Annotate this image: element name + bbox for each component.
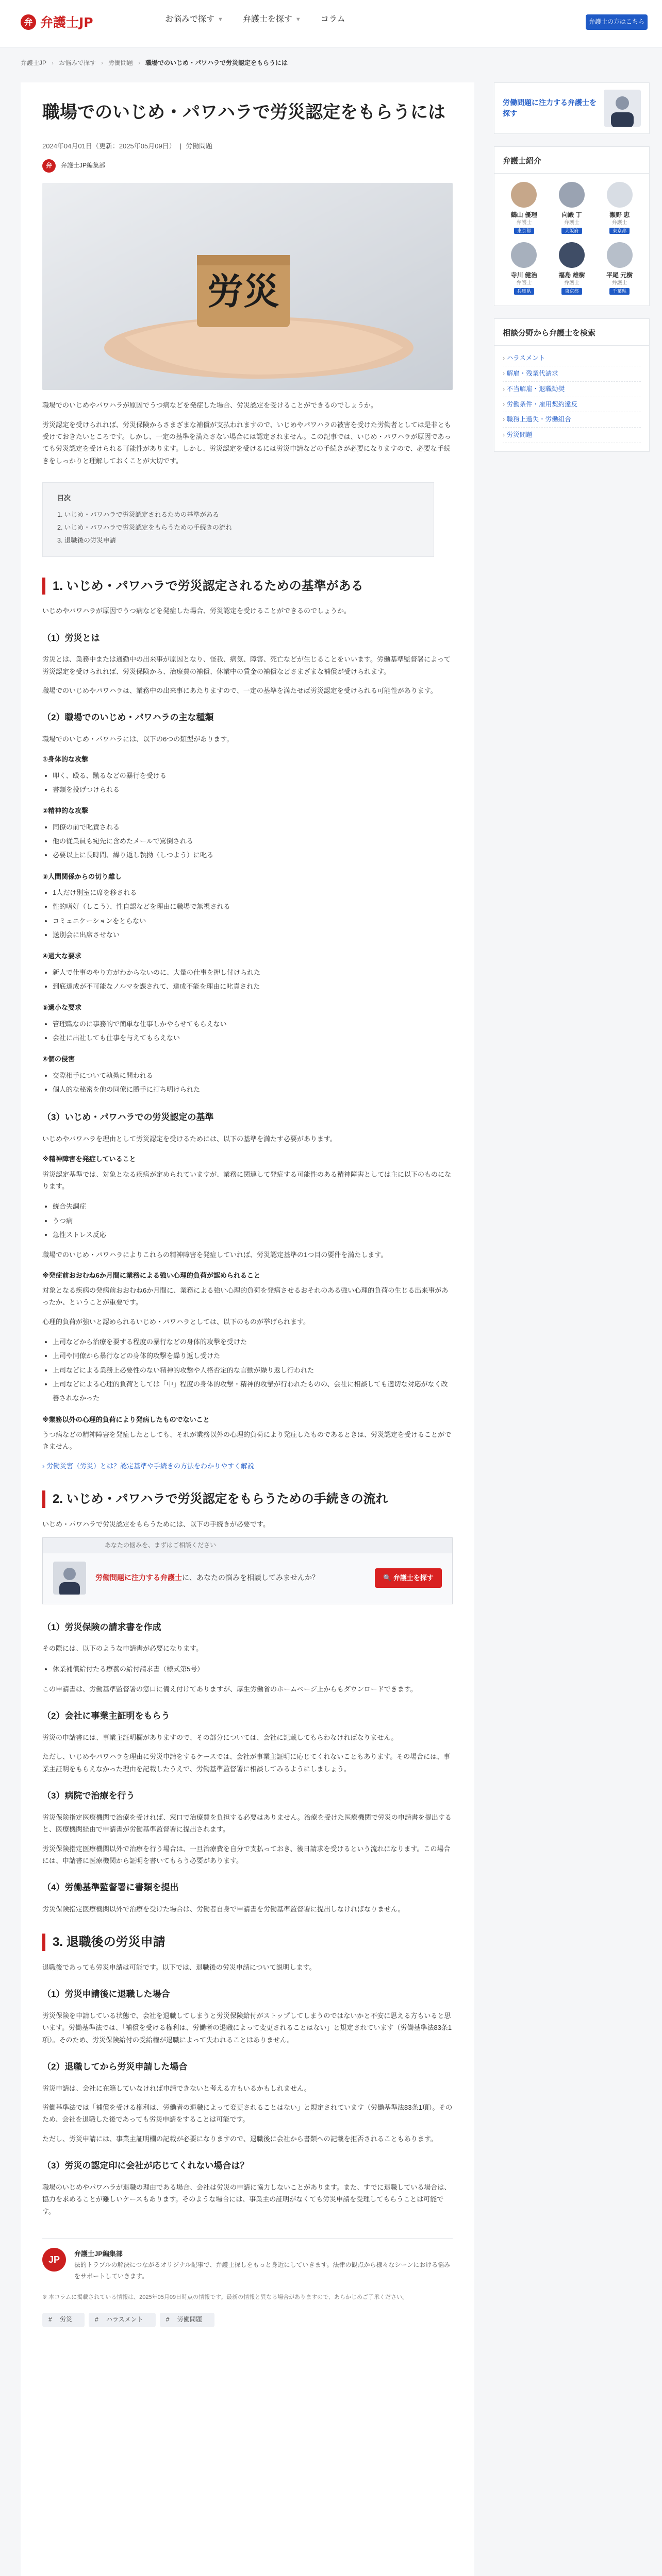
paragraph: 労災申請は、会社に在籍していなければ申請できないと考える方もいるかもしれません。 <box>42 2084 311 2092</box>
nav-item-concerns[interactable] <box>165 12 223 27</box>
lawyer-name: 瀬野 恵 <box>609 211 630 218</box>
lawyer-card[interactable] <box>597 242 642 295</box>
toc-item[interactable]: 2. いじめ・パワハラで労災認定をもらうための手続きの流れ <box>57 523 232 531</box>
tag-label: ハラスメント <box>100 2314 150 2325</box>
lawyer-name: 福島 雄樹 <box>558 272 585 279</box>
lawyer-card[interactable] <box>597 182 642 235</box>
tag-chip[interactable]: # 労働問題 <box>160 2313 214 2327</box>
breadcrumb-labor[interactable]: 労働問題 <box>108 59 134 66</box>
list-item: • 叩く、殴る、蹴るなどの暴行を受ける <box>53 769 453 783</box>
article-main <box>21 82 474 2576</box>
lawyer-login-button[interactable]: 弁護士の方はこちら <box>586 14 648 30</box>
hero-image <box>42 183 453 390</box>
intro-paragraph: 労災認定を受けられれば、労災保険からさまざまな補償が支払われますので、いじめやパワハラの被害を受けた労働者としては是非とも受けておきたいところです。しかし、一定の基準を満たさない場合には認定されません。この記事では、いじめ・パワハラが原因であっても労災認定を受けられる可能性があります。しかし、労災認定を受けるには労災申請などの手続きが必要になりますので、必要な手続きをしっかりと理解しておくことが大切です。 <box>42 420 451 465</box>
author-box-name: 弁護士JP編集部 <box>74 2250 123 2258</box>
site-header <box>0 0 662 47</box>
paragraph: その際には、以下のような申請書が必要になります。 <box>42 1645 203 1653</box>
publish-date: 2024年04月01日（更新：2025年05月09日） <box>42 142 176 150</box>
paragraph: 労災認定基準では、対象となる疾病が定められていますが、業務に関連して発症する可能性のある精神障害としては主に以下のものになります。 <box>42 1170 452 1190</box>
lawyer-area: 大阪府 <box>561 228 582 234</box>
subsection-heading: （3）病院で治療を行う <box>42 1791 135 1801</box>
list-item: • 同僚の前で叱責される <box>53 820 453 834</box>
chevron-down-icon: ▼ <box>218 16 223 23</box>
banner-message-rest: に、あなたの悩みを相談してみませんか？ <box>182 1573 319 1582</box>
list-item: • 統合失調症 <box>53 1199 453 1213</box>
lawyer-list-card <box>494 146 650 306</box>
subsection-heading: （4）労働基準監督署に書類を提出 <box>42 1883 179 1893</box>
lawyer-avatar <box>511 182 537 208</box>
banner-emphasis: 労働問題に注力する弁護士 <box>95 1573 182 1582</box>
lawyer-card[interactable] <box>550 182 594 235</box>
lawyer-role: 弁護士 <box>564 280 580 286</box>
subsection-heading: （1）労災とは <box>42 633 100 643</box>
category-link[interactable]: › 解雇・残業代請求 <box>503 366 641 382</box>
section-heading: 3. 退職後の労災申請 <box>42 1934 453 1951</box>
paragraph: 労働基準法では「補償を受ける権利は、労働者の退職によって変更されることはない」と規定されています（労働基準法83条1項）。そのため、会社を退職した後であっても労災申請をすることは可能です。 <box>42 2104 453 2124</box>
page-title: 職場でのいじめ・パワハラで労災認定をもらうには <box>42 103 445 122</box>
main-nav <box>165 12 345 27</box>
paragraph: 職場のいじめやパワハラが退職の理由である場合、会社は労災の申請に協力しないことがあります。また、すでに退職している場合は、協力を求めることが難しいケースもあります。そのような場合には、事業主の証明がなくても労災申請を受理してもらうことは可能です。 <box>42 2183 451 2215</box>
author-box <box>42 2238 453 2282</box>
criterion-heading: ※精神障害を発症していること <box>42 1155 136 1163</box>
lawyer-role: 弁護士 <box>564 219 580 226</box>
list-item: • 上司などによる心理的負荷としては「中」程度の身体的攻撃・精神的攻撃が行われたものの、会社に相談しても適切な対応がなく改善されなかった <box>53 1377 453 1405</box>
section-lead: いじめ・パワハラで労災認定をもらうためには、以下の手続きが必要です。 <box>42 1520 270 1528</box>
breadcrumb <box>21 58 485 69</box>
list-item: • 必要以上に長時間、繰り返し執拗（しつよう）に叱る <box>53 848 453 862</box>
section-heading: 2. いじめ・パワハラで労災認定をもらうための手続きの流れ <box>42 1490 453 1508</box>
paragraph: 職場でのいじめやパワハラは、業務中の出来事にあたりますので、一定の基準を満たせば労災認定を受けられる可能性があります。 <box>42 686 437 694</box>
article-author <box>42 159 453 173</box>
paragraph: ただし、いじめやパワハラを理由に労災申請をするケースでは、会社が事業主証明に応じてくれないこともあります。その場合には、事業主証明をもらえなかった理由を記載したうえで、労働基準監督署に相談してみるようにしましょう。 <box>42 1753 451 1773</box>
criterion-heading: ※業務以外の心理的負荷により発病したものでないこと <box>42 1415 210 1423</box>
paragraph: 労災保険を申請している状態で、会社を退職してしまうと労災保険給付がストップしてしまうのではないかと不安に思える方もいると思います。労働基準法では、「補償を受ける権利は、労働者の退職によって変更されることはない」と規定されています（労働基準法83条1項）。そのため、労災保険給付の受給権が退職によって失われることはありません。 <box>42 2011 452 2044</box>
paragraph: 心理的負荷が強いと認められるいじめ・パワハラとしては、以下のものが挙げられます。 <box>42 1317 310 1326</box>
tag-chip[interactable]: # 労災 <box>42 2313 85 2327</box>
paragraph: うつ病などの精神障害を発症したとしても、それが業務以外の心理的負荷により発症したものであるときは、労災認定を受けることができません。 <box>42 1431 452 1451</box>
paragraph: 対象となる疾病の発病前おおむね6か月間に、業務による強い心理的負荷を発病させるおそれのある強い心理的負荷の生じる出来事があったか、ということが重要です。 <box>42 1286 449 1307</box>
toc-item[interactable]: 1. いじめ・パワハラで労災認定されるための基準がある <box>57 511 219 518</box>
nav-label: お悩みで探す <box>165 15 215 24</box>
breadcrumb-separator: › <box>138 59 141 66</box>
type-heading: ①身体的な攻撃 <box>42 755 89 764</box>
intro-paragraph: 職場でのいじめやパワハラが原因でうつ病などを発症した場合、労災認定を受けることができるのでしょうか。 <box>42 401 378 410</box>
paragraph: 労災保険指定医療機関以外で治療を行う場合は、一旦治療費を自分で支払っておき、後日請求を受けるという流れになります。この場合には、申請書に医療機関から証明を書いてもらう必要があります。 <box>42 1844 451 1865</box>
criterion-heading: ※発症前おおむね6か月間に業務による強い心理的負荷が認められること <box>42 1271 260 1279</box>
category-link[interactable]: › 不当解雇・退職勧奨 <box>503 382 641 397</box>
tag-chip[interactable]: # ハラスメント <box>89 2313 156 2327</box>
logo-mark: 弁 <box>21 14 36 30</box>
lawyer-card[interactable] <box>502 242 547 295</box>
nav-label: 弁護士を探す <box>242 15 292 24</box>
list-item: • 送別会に出席させない <box>53 928 453 942</box>
author-avatar: 弁 <box>42 159 56 173</box>
lawyer-avatar <box>511 242 537 268</box>
category-link[interactable]: › 労災問題 <box>503 428 641 443</box>
paragraph: 労災の申請書には、事業主証明欄がありますので、その部分については、会社に記載してもらわなければなりません。 <box>42 1734 398 1742</box>
subsection-heading: （2）退職してから労災申請した場合 <box>42 2062 188 2072</box>
list-item: • 他の従業員も宛先に含めたメールで罵倒される <box>53 834 453 848</box>
breadcrumb-separator: › <box>101 59 104 66</box>
lawyer-role: 弁護士 <box>611 219 627 226</box>
list-item: • 新人で仕事のやり方がわからないのに、大量の仕事を押し付けられた <box>53 965 453 979</box>
lawyer-avatar <box>607 182 633 208</box>
author-box-desc: 法的トラブルの解決につながるオリジナル記事で、弁護士探しをもっと身近にしていきます。法律の観点から様々なシーンにおける悩みをサポートしていきます。 <box>74 2261 451 2280</box>
list-item: • 上司や同僚から暴行などの身体的攻撃を繰り返し受けた <box>53 1349 453 1363</box>
lawyer-list-title: 弁護士紹介 <box>494 147 649 174</box>
related-article-link[interactable]: › 労働災害（労災）とは？認定基準や手続きの方法をわかりやすく解説 <box>42 1462 254 1470</box>
lawyer-area: 東京都 <box>609 228 630 234</box>
paragraph: 労災保険指定医療機関で治療を受ければ、窓口で治療費を負担する必要はありません。治療を受けた医療機関で労災の申請書を提出すると、医療機関経由で申請書が労働基準監督署に提出されます。 <box>42 1813 452 1834</box>
list-item: • 上司などから治療を要する程度の暴行などの身体的攻撃を受けた <box>53 1335 453 1349</box>
type-heading: ②精神的な攻撃 <box>42 807 89 815</box>
category-link[interactable]: › 労働条件・雇用契約違反 <box>503 397 641 413</box>
subsection-heading: （3）いじめ・パワハラでの労災認定の基準 <box>42 1112 214 1123</box>
lawyer-area: 東京都 <box>514 228 534 234</box>
paragraph: 労災とは、業務中または通勤中の出来事が原因となり、怪我、病気、障害、死亡などが生じることをいいます。労働基準監督署によって労災認定を受けられれば、労災保険から、治療費の補償、休業中の賃金の補償などさまざまな補償が受けられます。 <box>42 655 451 675</box>
lawyer-card[interactable] <box>502 182 547 235</box>
lawyer-name: 平尾 元樹 <box>606 272 633 279</box>
category-search-title: 相談分野から弁護士を検索 <box>494 319 649 346</box>
list-item: • 会社に出社しても仕事を与えてもらえない <box>53 1031 453 1045</box>
lawyer-avatar <box>607 242 633 268</box>
lawyer-avatar <box>559 242 585 268</box>
list-item: • 個人的な秘密を他の同僚に勝手に打ち明けられた <box>53 1082 453 1096</box>
lawyer-role: 弁護士 <box>516 219 532 226</box>
lawyer-role: 弁護士 <box>516 280 532 286</box>
list-item: • 性的嗜好（しこう）、性自認などを理由に職場で無視される <box>53 900 453 913</box>
list-item: • コミュニケーションをとらない <box>53 914 453 928</box>
list-item: • 急性ストレス反応 <box>53 1228 453 1242</box>
chevron-down-icon: ▼ <box>295 16 301 23</box>
paragraph: この申請書は、労働基準監督署の窓口に備え付けてありますが、厚生労働省のホームページ上からもダウンロードできます。 <box>42 1685 417 1693</box>
lawyer-name: 鶴山 優理 <box>510 211 537 218</box>
sidebar-banner[interactable] <box>494 82 650 134</box>
subsection-heading: （1）労災保険の請求書を作成 <box>42 1622 161 1632</box>
lawyer-name: 寺川 健治 <box>510 272 537 279</box>
list-item: • 到底達成が不可能なノルマを課されて、達成不能を理由に叱責された <box>53 979 453 993</box>
lawyer-area: 兵庫県 <box>514 288 534 295</box>
lawyer-avatar <box>559 182 585 208</box>
list-item: • 1人だけ別室に席を移される <box>53 886 453 900</box>
find-lawyer-button[interactable] <box>375 1568 442 1588</box>
disclaimer-note: ※ 本コラムに掲載されている情報は、2025年05月09日時点の情報です。最新の情報と異なる場合がありますので、あらかじめご了承ください。 <box>42 2294 408 2300</box>
search-icon: 🔍 <box>383 1574 393 1582</box>
breadcrumb-home[interactable]: 弁護士JP <box>21 59 47 66</box>
tag-label: 労働問題 <box>171 2314 208 2325</box>
toc-item[interactable]: 3. 退職後の労災申請 <box>57 536 116 544</box>
type-heading: ⑥個の侵害 <box>42 1055 75 1063</box>
nav-label: コラム <box>320 15 345 24</box>
breadcrumb-concerns[interactable]: お悩みで探す <box>59 59 96 66</box>
subsection-heading: （2）会社に事業主証明をもらう <box>42 1711 170 1721</box>
table-of-contents <box>42 482 434 556</box>
paragraph: 労災保険指定医療機関以外で治療を受けた場合は、労働者自身で申請書を労働基準監督署に提出しなければなりません。 <box>42 1905 405 1913</box>
type-heading: ③人間関係からの切り離し <box>42 872 122 880</box>
article-tags <box>42 2313 453 2327</box>
site-logo[interactable] <box>21 14 93 30</box>
category-link[interactable]: › 職務上過失・労働組合 <box>503 412 641 428</box>
lawyer-photo <box>53 1562 86 1595</box>
category-tag[interactable]: 労働問題 <box>186 142 213 150</box>
banner-caption: あなたの悩みを、まずはご相談ください <box>43 1538 452 1553</box>
section-lead: 退職後であっても労災申請は可能です。以下では、退職後の労災申請について説明します。 <box>42 1963 316 1971</box>
list-item: • 交際相手について執拗に問われる <box>53 1069 453 1082</box>
sidebar-banner-text: 労働問題に注力する弁護士を探す <box>503 98 597 117</box>
lawyer-name: 向殿 丁 <box>561 211 582 218</box>
subsection-heading: （3）労災の認定印に会社が応じてくれない場合は？ <box>42 2161 249 2171</box>
section-lead: いじめやパワハラが原因でうつ病などを発症した場合、労災認定を受けることができるのでしょうか。 <box>42 607 351 615</box>
list-item: • 書類を投げつけられる <box>53 783 453 796</box>
section-heading: 1. いじめ・パワハラで労災認定されるための基準がある <box>42 578 453 595</box>
paragraph: 職場でのいじめ・パワハラには、以下の6つの類型があります。 <box>42 735 234 743</box>
banner-message <box>95 1571 366 1584</box>
paragraph: ただし、労災申請には、事業主証明欄の記載が必要になりますので、退職後に会社から書類への記載を拒否されることもあります。 <box>42 2134 437 2143</box>
paragraph: いじめやパワハラを理由として労災認定を受けるためには、以下の基準を満たす必要があります。 <box>42 1134 337 1143</box>
find-lawyer-label: 弁護士を探す <box>393 1574 434 1582</box>
author-name: 弁護士JP編集部 <box>61 162 106 170</box>
nav-item-find-lawyer[interactable] <box>243 12 301 27</box>
list-item: • 管理職なのに事務的で簡単な仕事しかやらせてもらえない <box>53 1017 453 1031</box>
lawyer-area: 東京都 <box>561 288 582 295</box>
tag-label: 労災 <box>54 2314 78 2325</box>
subsection-heading: （2）職場でのいじめ・パワハラの主な種類 <box>42 713 214 723</box>
lawyer-area: 千葉県 <box>609 288 630 295</box>
subsection-heading: （1）労災申請後に退職した場合 <box>42 1989 170 1999</box>
article-meta <box>42 140 453 152</box>
list-item: • うつ病 <box>53 1214 453 1228</box>
toc-title: 目次 <box>57 494 71 502</box>
lawyer-role: 弁護士 <box>611 280 627 286</box>
logo-text: 弁護士JP <box>40 14 93 30</box>
list-item: • 休業補償給付たる療養の給付請求書（様式第5号） <box>53 1662 453 1676</box>
category-search-card <box>494 318 650 452</box>
consultation-banner <box>42 1537 453 1604</box>
list-item: • 上司などによる業務上必要性のない精神的攻撃や人格否定的な言動が繰り返し行われた <box>53 1363 453 1377</box>
meta-divider: | <box>179 142 182 150</box>
category-link[interactable]: › ハラスメント <box>503 351 641 366</box>
author-logo: JP <box>42 2248 66 2272</box>
breadcrumb-current: 職場でのいじめ・パワハラで労災認定をもらうには <box>145 59 288 66</box>
type-heading: ⑤過小な要求 <box>42 1004 82 1012</box>
nav-item-column[interactable] <box>321 12 345 27</box>
type-heading: ④過大な要求 <box>42 952 82 960</box>
lawyer-card[interactable] <box>550 242 594 295</box>
sidebar <box>494 82 650 464</box>
lawyer-photo <box>604 90 641 127</box>
paragraph: 職場でのいじめ・パワハラによりこれらの精神障害を発症していれば、労災認定基準の1つ目の要件を満たします。 <box>42 1251 388 1259</box>
breadcrumb-separator: › <box>52 59 54 66</box>
hero-block-text: 労災 <box>207 270 279 313</box>
